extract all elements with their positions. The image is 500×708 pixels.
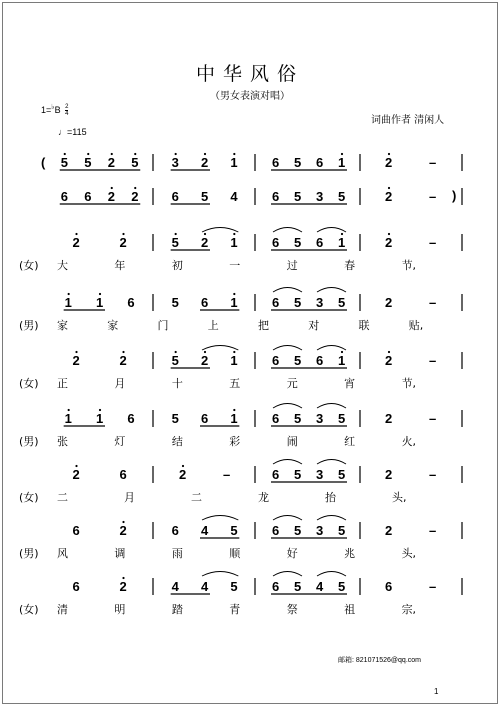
- octave-dot: [175, 351, 177, 353]
- jianpu-note: 5: [294, 295, 302, 310]
- page-number: 1: [434, 687, 439, 696]
- slur-arc: [317, 346, 346, 351]
- jianpu-note: 1: [96, 295, 104, 310]
- jianpu-note: –: [429, 235, 437, 250]
- octave-dot: [341, 233, 343, 235]
- slur-arc: [273, 346, 302, 351]
- jianpu-note: –: [429, 353, 437, 368]
- lyric-char: 闹: [286, 435, 298, 448]
- lyric-char: 五: [229, 377, 241, 390]
- jianpu-note: 1: [230, 235, 238, 250]
- jianpu-note: 5: [230, 579, 238, 594]
- key-flat: ♭: [51, 104, 55, 111]
- jianpu-note: 6: [385, 579, 393, 594]
- jianpu-score: [3, 3, 498, 704]
- jianpu-note: 1: [230, 353, 238, 368]
- jianpu-note: 5: [338, 467, 346, 482]
- lyric-char: 青: [229, 603, 241, 616]
- jianpu-note: 5: [131, 155, 139, 170]
- jianpu-note: 2: [385, 235, 393, 250]
- octave-dot: [204, 153, 206, 155]
- octave-dot: [134, 153, 136, 155]
- singer-label: (女): [19, 603, 39, 616]
- jianpu-note: 6: [84, 189, 92, 204]
- jianpu-note: 5: [294, 467, 302, 482]
- jianpu-note: 5: [338, 579, 346, 594]
- jianpu-note: 6: [316, 235, 324, 250]
- slur-arc: [202, 572, 238, 577]
- jianpu-note: 6: [201, 411, 209, 426]
- octave-dot: [233, 409, 235, 411]
- jianpu-note: 6: [272, 411, 280, 426]
- singer-label: (女): [19, 491, 39, 504]
- octave-dot: [388, 233, 390, 235]
- lyric-char: 头,: [392, 491, 407, 504]
- lyric-char: 二: [57, 491, 68, 504]
- jianpu-note: 2: [385, 155, 393, 170]
- jianpu-note: 3: [316, 295, 324, 310]
- jianpu-note: 6: [272, 523, 280, 538]
- lyric-char: 兆: [344, 547, 356, 560]
- jianpu-note: 6: [272, 467, 280, 482]
- jianpu-note: 2: [385, 523, 393, 538]
- lyric-char: 节,: [401, 259, 417, 272]
- jianpu-note: 2: [72, 467, 80, 482]
- author-credit: 词曲作者 清闲人: [371, 115, 445, 126]
- lyric-char: 清: [57, 603, 68, 616]
- octave-dot: [233, 351, 235, 353]
- page-title: 中华风俗: [195, 63, 304, 85]
- jianpu-note: 6: [272, 235, 280, 250]
- jianpu-note: –: [429, 189, 437, 204]
- jianpu-note: 3: [171, 155, 179, 170]
- singer-label: (男): [19, 547, 39, 560]
- jianpu-note: 2: [385, 467, 393, 482]
- jianpu-note: 6: [171, 189, 179, 204]
- jianpu-note: 5: [294, 189, 302, 204]
- jianpu-note: 6: [119, 467, 127, 482]
- jianpu-note: 3: [316, 189, 324, 204]
- slur-arc: [273, 460, 302, 465]
- jianpu-note: 6: [127, 295, 135, 310]
- octave-dot: [75, 351, 77, 353]
- singer-label: (女): [19, 377, 39, 390]
- jianpu-note: 6: [272, 155, 280, 170]
- jianpu-note: 2: [201, 235, 209, 250]
- lyric-char: 红: [344, 435, 356, 448]
- jianpu-note: 2: [385, 353, 393, 368]
- jianpu-note: 1: [96, 411, 104, 426]
- open-paren: (: [41, 155, 46, 170]
- octave-dot: [134, 187, 136, 189]
- slur-arc: [202, 228, 238, 233]
- lyric-char: 祖: [344, 603, 356, 616]
- jianpu-note: 5: [171, 411, 179, 426]
- lyric-char: 火,: [401, 435, 417, 448]
- lyric-char: 彩: [229, 435, 241, 448]
- jianpu-note: 6: [272, 579, 280, 594]
- octave-dot: [388, 351, 390, 353]
- jianpu-note: –: [429, 523, 437, 538]
- slur-arc: [273, 228, 302, 233]
- jianpu-note: 6: [272, 295, 280, 310]
- lyric-char: 过: [286, 259, 298, 272]
- close-paren: ): [452, 188, 457, 203]
- singer-label: (男): [19, 435, 39, 448]
- jianpu-note: 5: [338, 295, 346, 310]
- jianpu-note: 5: [171, 353, 179, 368]
- lyric-char: 大: [57, 259, 68, 272]
- jianpu-note: 2: [201, 155, 209, 170]
- jianpu-note: 6: [272, 353, 280, 368]
- octave-dot: [64, 153, 66, 155]
- octave-dot: [182, 465, 184, 467]
- jianpu-note: 6: [316, 353, 324, 368]
- octave-dot: [99, 293, 101, 295]
- lyric-char: 上: [207, 319, 219, 332]
- lyric-char: 踏: [171, 603, 183, 616]
- jianpu-note: 5: [171, 235, 179, 250]
- jianpu-note: 2: [119, 353, 127, 368]
- jianpu-note: 5: [171, 295, 179, 310]
- jianpu-note: 1: [338, 235, 346, 250]
- octave-dot: [68, 409, 70, 411]
- jianpu-note: 6: [201, 295, 209, 310]
- lyric-char: 龙: [258, 491, 269, 504]
- lyric-char: 联: [358, 319, 370, 332]
- jianpu-note: 6: [316, 155, 324, 170]
- octave-dot: [99, 409, 101, 411]
- key-prefix: 1=: [41, 105, 52, 115]
- jianpu-note: 2: [72, 235, 80, 250]
- lyric-char: 头,: [401, 547, 417, 560]
- octave-dot: [341, 351, 343, 353]
- jianpu-note: –: [429, 155, 437, 170]
- lyric-char: 把: [258, 319, 269, 332]
- slur-arc: [273, 404, 302, 409]
- jianpu-note: 5: [60, 155, 68, 170]
- slur-arc: [317, 460, 346, 465]
- jianpu-note: 2: [385, 189, 393, 204]
- jianpu-note: 6: [171, 523, 179, 538]
- jianpu-note: 2: [107, 155, 115, 170]
- lyric-char: 雨: [171, 547, 183, 560]
- jianpu-note: 2: [119, 235, 127, 250]
- jianpu-note: 3: [316, 411, 324, 426]
- lyric-char: 抬: [325, 491, 336, 504]
- jianpu-note: –: [429, 295, 437, 310]
- lyric-char: 灯: [114, 435, 126, 448]
- singer-label: (男): [19, 319, 39, 332]
- slur-arc: [273, 516, 302, 521]
- singer-label: (女): [19, 259, 39, 272]
- lyric-char: 月: [114, 377, 126, 390]
- octave-dot: [175, 153, 177, 155]
- jianpu-note: 2: [119, 579, 127, 594]
- time-bottom: 4: [65, 111, 69, 118]
- jianpu-note: –: [429, 579, 437, 594]
- jianpu-note: 5: [84, 155, 92, 170]
- octave-dot: [233, 293, 235, 295]
- footer-email: 邮箱: 821071526@qq.com: [338, 657, 421, 664]
- jianpu-note: 2: [385, 295, 393, 310]
- jianpu-note: 2: [72, 353, 80, 368]
- lyric-char: 月: [124, 491, 135, 504]
- jianpu-note: 1: [64, 411, 72, 426]
- jianpu-note: 4: [316, 579, 324, 594]
- octave-dot: [233, 153, 235, 155]
- octave-dot: [122, 233, 124, 235]
- octave-dot: [75, 233, 77, 235]
- lyric-char: 春: [344, 259, 356, 272]
- jianpu-note: 2: [107, 189, 115, 204]
- lyric-char: 祭: [286, 603, 298, 616]
- key-note: B: [54, 105, 61, 115]
- octave-dot: [388, 153, 390, 155]
- jianpu-note: 5: [338, 523, 346, 538]
- jianpu-note: 3: [316, 523, 324, 538]
- jianpu-note: 5: [294, 523, 302, 538]
- jianpu-note: 3: [316, 467, 324, 482]
- jianpu-note: 2: [131, 189, 139, 204]
- octave-dot: [87, 153, 89, 155]
- lyric-char: 对: [308, 319, 320, 332]
- jianpu-note: 2: [385, 411, 393, 426]
- lyric-char: 门: [157, 319, 169, 332]
- octave-dot: [122, 521, 124, 523]
- lyric-char: 正: [57, 377, 68, 390]
- jianpu-note: 1: [64, 295, 72, 310]
- slur-arc: [273, 572, 302, 577]
- octave-dot: [122, 351, 124, 353]
- jianpu-note: 5: [294, 155, 302, 170]
- lyric-char: 宵: [344, 377, 356, 390]
- jianpu-note: 2: [179, 467, 187, 482]
- jianpu-note: 5: [294, 235, 302, 250]
- lyric-char: 二: [191, 491, 202, 504]
- octave-dot: [111, 187, 113, 189]
- slur-arc: [202, 516, 238, 521]
- jianpu-note: 4: [230, 189, 238, 204]
- jianpu-note: 1: [338, 155, 346, 170]
- quarter-note-icon: ♩: [58, 127, 67, 137]
- slur-arc: [202, 346, 238, 351]
- lyric-char: 宗,: [401, 603, 417, 616]
- jianpu-note: 2: [119, 523, 127, 538]
- jianpu-note: 5: [201, 189, 209, 204]
- octave-dot: [233, 233, 235, 235]
- jianpu-note: 4: [201, 523, 209, 538]
- slur-arc: [317, 516, 346, 521]
- lyric-char: 年: [114, 259, 126, 272]
- jianpu-note: –: [223, 467, 231, 482]
- slur-arc: [317, 228, 346, 233]
- lyric-char: 家: [57, 319, 68, 332]
- slur-arc: [317, 288, 346, 293]
- score-page: [2, 2, 498, 704]
- lyric-char: 元: [286, 377, 298, 390]
- octave-dot: [341, 153, 343, 155]
- jianpu-note: 6: [72, 523, 80, 538]
- jianpu-note: –: [429, 467, 437, 482]
- tempo-value: =115: [67, 127, 87, 137]
- jianpu-note: 1: [230, 411, 238, 426]
- lyric-char: 明: [114, 603, 126, 616]
- lyric-char: 结: [171, 435, 183, 448]
- jianpu-note: 6: [72, 579, 80, 594]
- octave-dot: [204, 351, 206, 353]
- lyric-char: 张: [57, 435, 68, 448]
- jianpu-note: 5: [230, 523, 238, 538]
- jianpu-note: 6: [60, 189, 68, 204]
- jianpu-note: 4: [201, 579, 209, 594]
- jianpu-note: 1: [230, 295, 238, 310]
- octave-dot: [75, 465, 77, 467]
- page-subtitle: （男女表演对唱）: [210, 91, 290, 102]
- jianpu-note: 6: [272, 189, 280, 204]
- lyric-char: 十: [171, 377, 183, 390]
- jianpu-note: 5: [338, 411, 346, 426]
- octave-dot: [68, 293, 70, 295]
- octave-dot: [388, 187, 390, 189]
- slur-arc: [317, 572, 346, 577]
- octave-dot: [122, 577, 124, 579]
- lyric-char: 初: [171, 259, 183, 272]
- jianpu-note: 5: [294, 411, 302, 426]
- slur-arc: [273, 288, 302, 293]
- lyric-char: 顺: [229, 547, 241, 560]
- lyric-char: 一: [229, 259, 241, 272]
- jianpu-note: 1: [338, 353, 346, 368]
- jianpu-note: 1: [230, 155, 238, 170]
- lyric-char: 贴,: [408, 319, 424, 332]
- lyric-char: 节,: [401, 377, 417, 390]
- jianpu-note: 5: [294, 579, 302, 594]
- slur-arc: [317, 404, 346, 409]
- jianpu-note: 2: [201, 353, 209, 368]
- jianpu-note: –: [429, 411, 437, 426]
- lyric-char: 风: [57, 547, 68, 560]
- octave-dot: [111, 153, 113, 155]
- lyric-char: 调: [114, 547, 126, 560]
- octave-dot: [204, 233, 206, 235]
- time-top: 2: [65, 104, 69, 111]
- lyric-char: 好: [286, 547, 298, 560]
- octave-dot: [175, 233, 177, 235]
- jianpu-note: 4: [171, 579, 179, 594]
- jianpu-note: 6: [127, 411, 135, 426]
- jianpu-note: 5: [294, 353, 302, 368]
- jianpu-note: 5: [338, 189, 346, 204]
- lyric-char: 家: [107, 319, 119, 332]
